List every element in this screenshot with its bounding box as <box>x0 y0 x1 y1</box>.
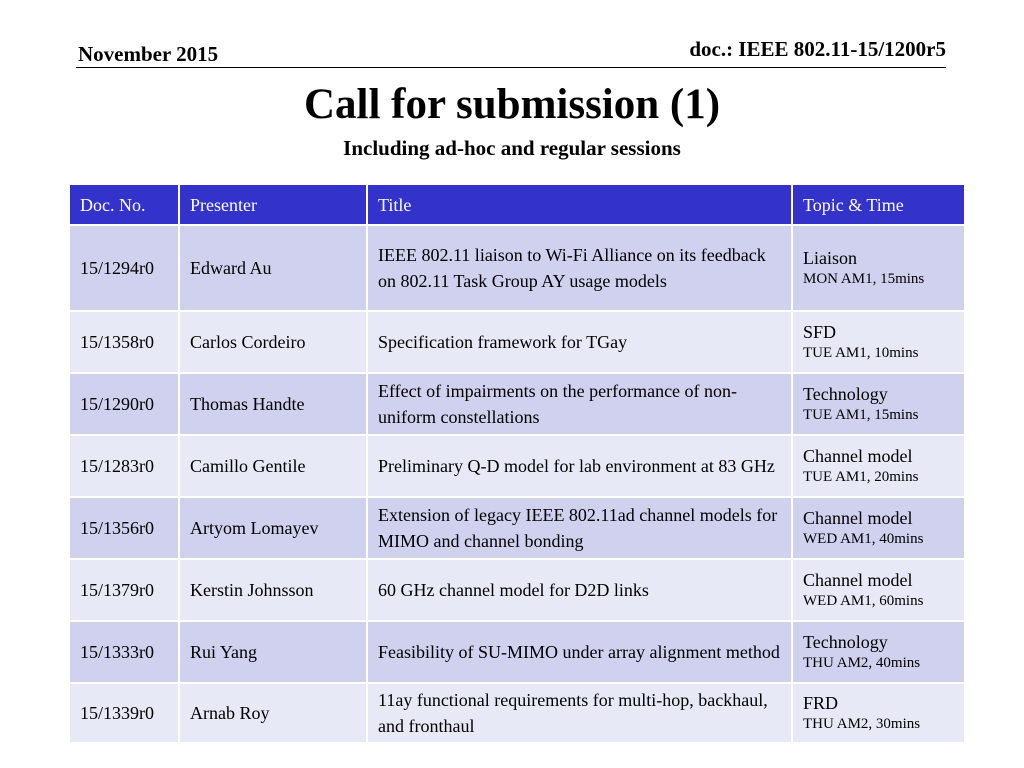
topic-label: FRD <box>803 693 839 713</box>
topic-label: Channel model <box>803 508 913 528</box>
table-row <box>69 225 965 311</box>
table-row <box>69 559 965 621</box>
cell-presenter: Carlos Cordeiro <box>179 311 367 373</box>
topic-label: Liaison <box>803 248 857 268</box>
table-row <box>69 683 965 743</box>
cell-doc-no: 15/1358r0 <box>69 311 179 373</box>
table-header-row <box>69 184 965 225</box>
cell-topic-time <box>792 311 965 373</box>
cell-title: Extension of legacy IEEE 802.11ad channel models for MIMO and channel bonding <box>367 497 792 559</box>
cell-title: IEEE 802.11 liaison to Wi-Fi Alliance on its feedback on 802.11 Task Group AY usage models <box>367 225 792 311</box>
cell-presenter: Thomas Handte <box>179 373 367 435</box>
cell-doc-no: 15/1294r0 <box>69 225 179 311</box>
table-row <box>69 621 965 683</box>
time-label: MON AM1, 15mins <box>803 271 925 287</box>
topic-label: Channel model <box>803 446 913 466</box>
time-label: TUE AM1, 15mins <box>803 407 919 423</box>
cell-title: Preliminary Q-D model for lab environment at 83 GHz <box>367 435 792 497</box>
cell-doc-no: 15/1379r0 <box>69 559 179 621</box>
time-label: TUE AM1, 10mins <box>803 345 919 361</box>
cell-title: 11ay functional requirements for multi-hop, backhaul, and fronthaul <box>367 683 792 743</box>
cell-title: Feasibility of SU-MIMO under array alignment method <box>367 621 792 683</box>
cell-doc-no: 15/1356r0 <box>69 497 179 559</box>
table-row <box>69 373 965 435</box>
topic-label: SFD <box>803 322 837 342</box>
slide-title: Call for submission (1) <box>303 81 721 128</box>
cell-topic-time <box>792 225 965 311</box>
cell-topic-time <box>792 559 965 621</box>
cell-doc-no: 15/1339r0 <box>69 683 179 743</box>
cell-presenter: Artyom Lomayev <box>179 497 367 559</box>
cell-topic-time <box>792 435 965 497</box>
cell-topic-time <box>792 621 965 683</box>
time-label: TUE AM1, 20mins <box>803 469 919 485</box>
cell-title: Effect of impairments on the performance of non-uniform constellations <box>367 373 792 435</box>
column-header-doc-no: Doc. No. <box>69 184 179 225</box>
header-date: November 2015 <box>78 42 219 66</box>
cell-doc-no: 15/1290r0 <box>69 373 179 435</box>
slide-subtitle: Including ad-hoc and regular sessions <box>343 136 681 160</box>
cell-doc-no: 15/1283r0 <box>69 435 179 497</box>
cell-doc-no: 15/1333r0 <box>69 621 179 683</box>
cell-topic-time <box>792 683 965 743</box>
cell-presenter: Arnab Roy <box>179 683 367 743</box>
cell-presenter: Rui Yang <box>179 621 367 683</box>
topic-label: Channel model <box>803 570 913 590</box>
column-header-title: Title <box>367 184 792 225</box>
cell-topic-time <box>792 373 965 435</box>
cell-presenter: Camillo Gentile <box>179 435 367 497</box>
time-label: THU AM2, 40mins <box>803 655 921 671</box>
cell-topic-time <box>792 497 965 559</box>
cell-title: Specification framework for TGay <box>367 311 792 373</box>
cell-presenter: Edward Au <box>179 225 367 311</box>
time-label: THU AM2, 30mins <box>803 716 921 732</box>
header-divider <box>76 67 946 68</box>
submission-table <box>68 183 966 744</box>
time-label: WED AM1, 60mins <box>803 593 924 609</box>
topic-label: Technology <box>803 384 888 404</box>
column-header-topic-time: Topic & Time <box>792 184 965 225</box>
header-doc-number: doc.: IEEE 802.11-15/1200r5 <box>689 37 946 61</box>
cell-title: 60 GHz channel model for D2D links <box>367 559 792 621</box>
column-header-presenter: Presenter <box>179 184 367 225</box>
cell-presenter: Kerstin Johnsson <box>179 559 367 621</box>
table-row <box>69 435 965 497</box>
table-row <box>69 497 965 559</box>
table-row <box>69 311 965 373</box>
time-label: WED AM1, 40mins <box>803 531 924 547</box>
topic-label: Technology <box>803 632 888 652</box>
